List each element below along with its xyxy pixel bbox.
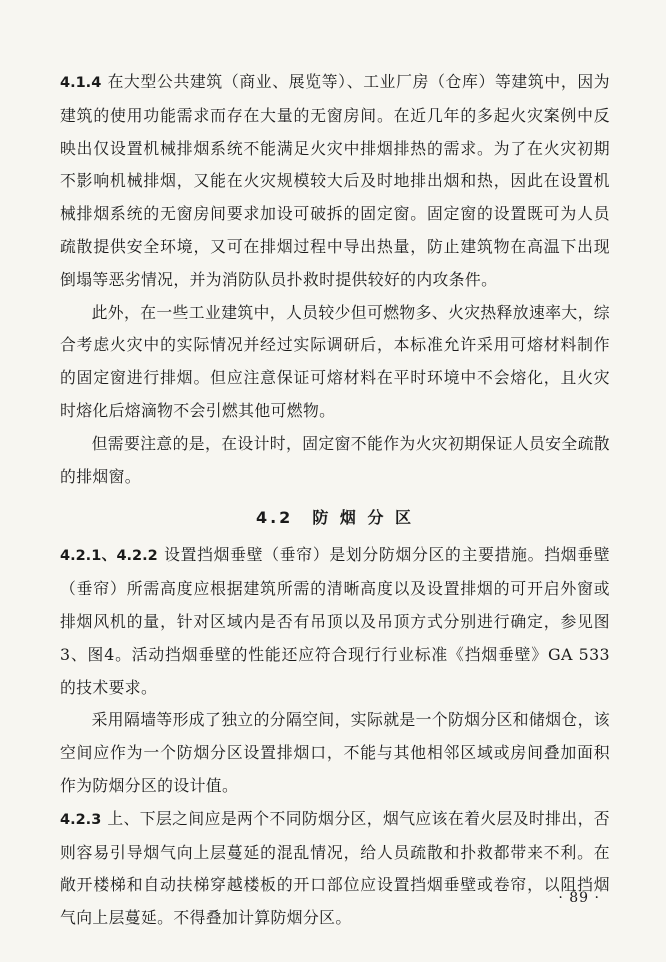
clause-text: 上、下层之间应是两个不同防烟分区，烟气应该在着火层及时排出，否则容易引导烟气向上层蔓延的混乱情况，给人员疏散和扑救都带来不利。在敞开楼梯和自动扶梯穿越楼板的开口部位应设置挡烟垂壁或卷帘，以阻挡烟气向上层蔓延。不得叠加计算防烟分区。	[60, 808, 610, 928]
clause-text: 设置挡烟垂壁（垂帘）是划分防烟分区的主要措施。挡烟垂壁（垂帘）所需高度应根据建筑所需的清晰高度以及设置排烟的可开启外窗或排烟风机的量，针对区域内是否有吊顶以及吊顶方式分别进行确定，参见图3、图4。活动挡烟垂壁的性能还应符合现行行业标准《挡烟垂壁》GA 533的技术要求。	[60, 545, 610, 697]
page-number: · 89 ·	[558, 890, 600, 906]
paragraph: 采用隔墙等形成了独立的分隔空间，实际就是一个防烟分区和储烟仓，该空间应作为一个防烟分区设置排烟口，不能与其他相邻区域或房间叠加面积作为防烟分区的设计值。	[60, 710, 610, 795]
paragraph: 但需要注意的是，在设计时，固定窗不能作为火灾初期保证人员安全疏散的排烟窗。	[60, 433, 610, 486]
clause-number: 4.2.1、4.2.2	[60, 548, 158, 565]
clause-number: 4.1.4	[60, 75, 102, 91]
clause-4-2-3	[60, 803, 610, 935]
clause-4-2-1	[60, 539, 610, 704]
clause-number: 4.2.3	[60, 811, 102, 828]
clause-4-1-4	[60, 66, 610, 297]
paragraph: 此外，在一些工业建筑中，人员较少但可燃物多、火灾热释放速率大，综合考虑火灾中的实际情况并经过实际调研后，本标准允许采用可熔材料制作的固定窗进行排烟。但应注意保证可熔材料在平时环境中不会熔化，且火灾时熔化后熔滴物不会引燃其他可燃物。	[60, 302, 610, 420]
section-heading: 4.2 防 烟 分 区	[255, 508, 415, 528]
page-content	[60, 66, 610, 935]
clause-text: 在大型公共建筑（商业、展览等）、工业厂房（仓库）等建筑中，因为建筑的使用功能需求而存在大量的无窗房间。在近几年的多起火灾案例中反映出仅设置机械排烟系统不能满足火灾中排烟排热的需求。为了在火灾初期不影响机械排烟，又能在火灾规模较大后及时地排出烟和热，因此在设置机械排烟系统的无窗房间要求加设可破拆的固定窗。固定窗的设置既可为人员疏散提供安全环境，又可在排烟过程中导出热量，防止建筑物在高温下出现倒塌等恶劣情况，并为消防队员扑救时提供较好的内攻条件。	[60, 72, 610, 289]
